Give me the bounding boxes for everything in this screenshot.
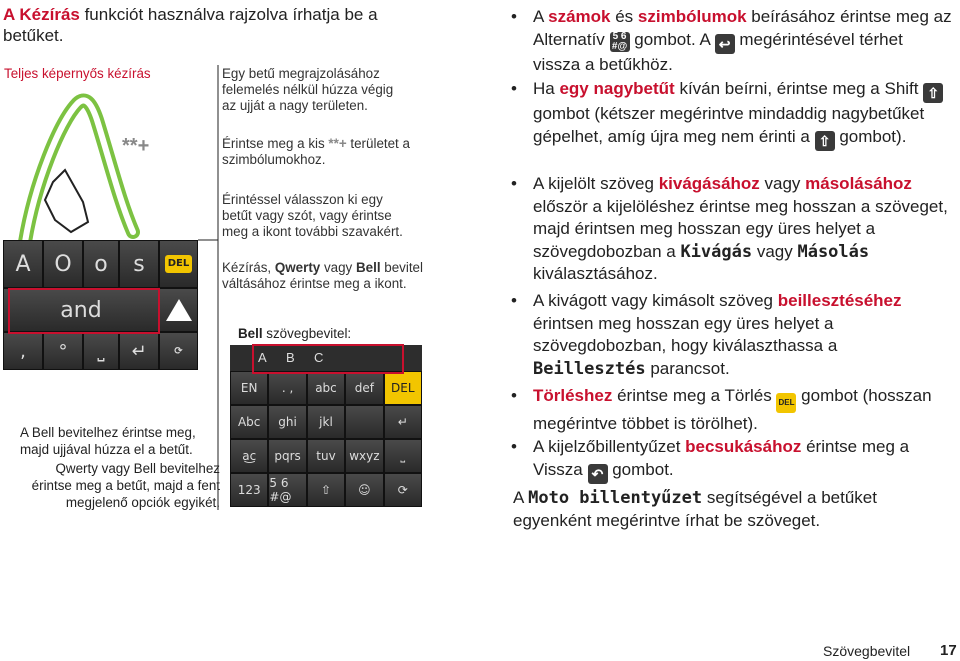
- word-candidate-key[interactable]: and: [3, 288, 159, 332]
- moto-keyboard-text: A Moto billentyűzet segítségével a betűket egyenként megérintve írhat be szöveget.: [513, 488, 877, 530]
- candidate-key-4[interactable]: s: [119, 240, 159, 288]
- candidate-key-1[interactable]: A: [3, 240, 43, 288]
- bell-key[interactable]: tuv: [307, 439, 345, 473]
- bell-key[interactable]: Abc: [230, 405, 268, 439]
- shift-icon: ⇧: [923, 83, 943, 103]
- space-key[interactable]: ⎵: [83, 332, 119, 370]
- delete-icon-inline: DEL: [776, 393, 796, 413]
- bell-key[interactable]: DEL: [384, 371, 422, 405]
- suggestion-c[interactable]: C: [314, 350, 324, 365]
- fullscreen-label: Teljes képernyős kézírás: [4, 66, 151, 81]
- bullet-delete: • Törléshez érintse meg a Törlés DEL gombot (hosszan megérintve többet is törölhet).: [513, 385, 953, 436]
- bell-input-label: Bell szövegbevitel:: [238, 326, 352, 341]
- candidate-key-3[interactable]: o: [83, 240, 119, 288]
- callout-lines: [0, 0, 240, 520]
- bell-key[interactable]: abc: [307, 371, 345, 405]
- bullet-paste: • A kivágott vagy kimásolt szöveg beillesztéséhez érintsen meg hosszan egy üres helyet a szövegdobozban, hogy kiválaszthassa a Beillesztés parancsot.: [513, 290, 953, 380]
- bell-key[interactable]: ⇧: [307, 473, 345, 507]
- alt-key-icon: 5 6 #@: [610, 32, 630, 52]
- bell-key[interactable]: ⟳: [384, 473, 422, 507]
- bell-key[interactable]: wxyz: [345, 439, 383, 473]
- bullet-numbers: • A számok és szimbólumok beírásához érintse meg az Alternatív 5 6 #@ gombot. A ↩ megérintésével térhet vissza a betűkhöz.: [513, 6, 953, 76]
- bell-key[interactable]: a͜c: [230, 439, 268, 473]
- bell-key[interactable]: ⎵: [384, 439, 422, 473]
- bell-key[interactable]: pqrs: [268, 439, 306, 473]
- return-icon: ↩: [715, 34, 735, 54]
- candidate-key-2[interactable]: O: [43, 240, 83, 288]
- intro-text: A Kézírás funkciót használva rajzolva írhatja be a betűket.: [3, 5, 378, 45]
- bell-key[interactable]: ghi: [268, 405, 306, 439]
- bell-key[interactable]: jkl: [307, 405, 345, 439]
- suggestion-a[interactable]: A: [258, 350, 267, 365]
- bullet-uppercase: • Ha egy nagybetűt kíván beírni, érintse meg a Shift ⇧ gombot (kétszer megérintve mindaddig nagybetűket gépelhet, amíg újra meg nem érinti a ⇧ gombot).: [513, 78, 953, 151]
- callout-switch-input: Kézírás, Qwerty vagy Bell bevitel váltásához érintse meg a ikont.: [222, 260, 423, 291]
- bullet-close: • A kijelzőbillentyűzet becsukásához érintse meg a Vissza ↶ gombot.: [513, 436, 953, 484]
- bell-key[interactable]: def: [345, 371, 383, 405]
- bell-key[interactable]: ☺: [345, 473, 383, 507]
- degree-key[interactable]: °: [43, 332, 83, 370]
- suggestion-b[interactable]: B: [286, 350, 295, 365]
- callout-bell-hw: A Bell bevitelhez érintse meg, majd ujjával húzza el a betűt.: [20, 425, 196, 457]
- bullet-cut-copy: • A kijelölt szöveg kivágásához vagy másolásához először a kijelöléshez érintse meg hosszan a szöveget, majd érintsen meg hosszan egy üres helyet a szövegdobozban a Kivágás vagy Másolás kiválasztásához.: [513, 173, 953, 286]
- bell-key[interactable]: 123: [230, 473, 268, 507]
- enter-key[interactable]: ↵: [119, 332, 159, 370]
- bell-key[interactable]: . ,: [268, 371, 306, 405]
- bell-key[interactable]: EN: [230, 371, 268, 405]
- shift-icon-2: ⇧: [815, 131, 835, 151]
- callout-symbols: Érintse meg a kis **+ területet a szimbólumokhoz.: [222, 136, 410, 167]
- callout-qwerty-hw: Qwerty vagy Bell bevitelhez érintse meg a betűt, majd a fent megjelenő opciók egyikét.: [31, 461, 220, 510]
- page-number: 17: [940, 642, 957, 659]
- comma-key[interactable]: ,: [3, 332, 43, 370]
- red-frame-suggestions: [252, 344, 404, 374]
- symbols-area-icon[interactable]: **+: [122, 135, 150, 157]
- back-icon: ↶: [588, 464, 608, 484]
- callout-select-word: Érintéssel válasszon ki egy betűt vagy szót, vagy érintse meg a ikont további szavakért.: [222, 192, 403, 239]
- delete-icon: DEL: [165, 255, 193, 273]
- bell-key[interactable]: ↵: [384, 405, 422, 439]
- callout-draw: Egy betű megrajzolásához felemelés nélkül húzza végig az ujját a nagy területen.: [222, 66, 394, 113]
- footer-section: Szövegbevitel: [823, 643, 911, 659]
- switch-icon: ⟳: [174, 345, 183, 357]
- bell-key[interactable]: [345, 405, 383, 439]
- bell-key[interactable]: 5 6 #@: [268, 473, 306, 507]
